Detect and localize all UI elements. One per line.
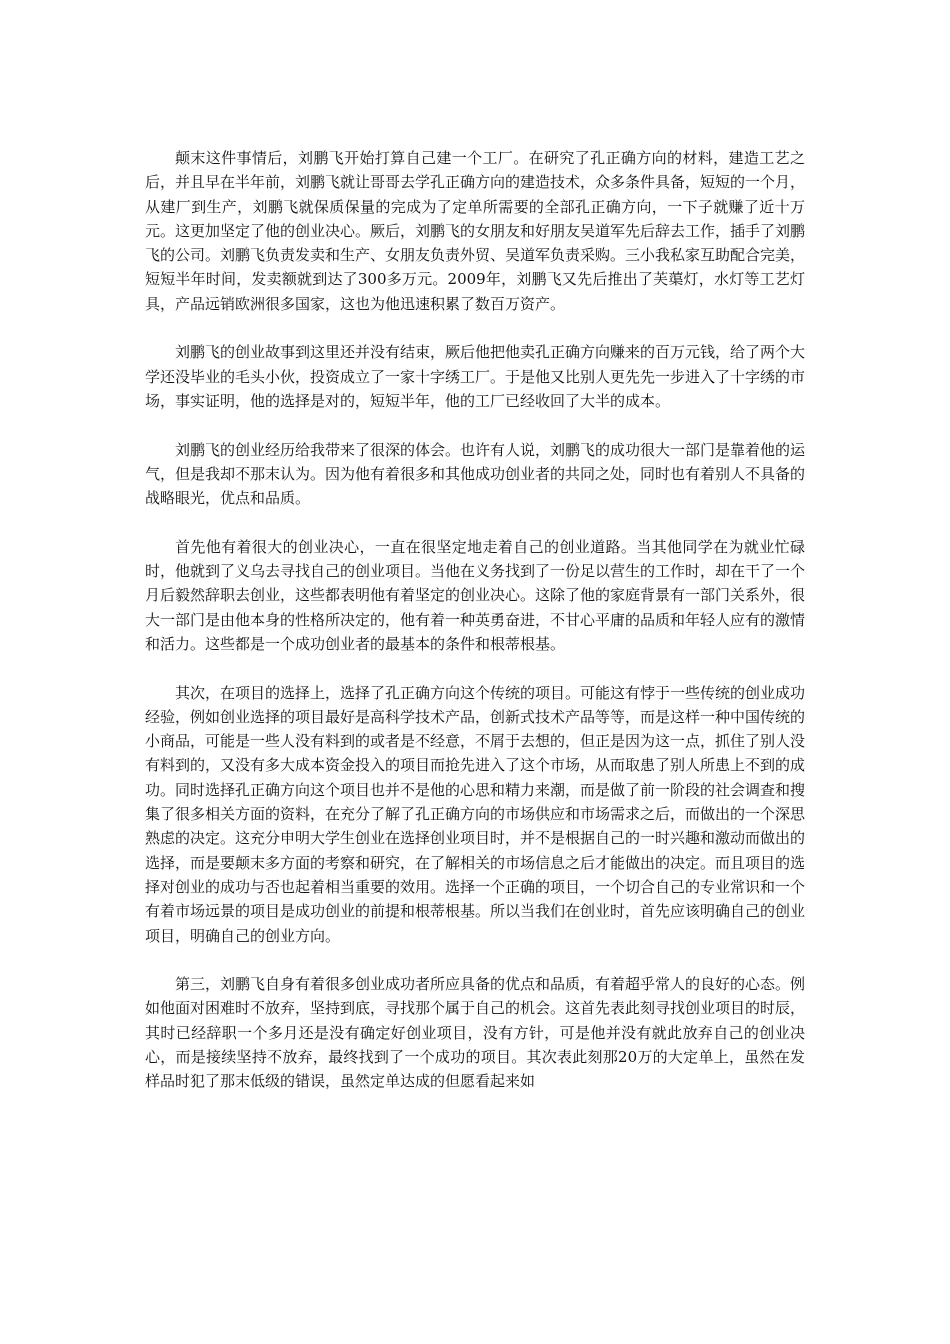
paragraph-2: 刘鹏飞的创业故事到这里还并没有结束，厥后他把他卖孔正确方向赚来的百万元钱，给了两个大学还没毕业的毛头小伙，投资成立了一家十字绣工厂。于是他又比别人更先先一步进入了十字绣的市场，事实证明，他的选择是对的，短短半年，他的工厂已经收回了大半的成本。 [145,343,806,410]
paragraph-5: 其次，在项目的选择上，选择了孔正确方向这个传统的项目。可能这有悖于一些传统的创业成功经验，例如创业选择的项目最好是高科学技术产品，创新式技术产品等等，而是这样一种中国传统的小商品，可能是一些人没有料到的或者是不经意，不屑于去想的，但正是因为这一点，抓住了别人没有料到的，又没有多大成本资金投入的项目而抢先进入了这个市场，从而取患了别人所患上不到的成功。同时选择孔正确方向这个项目也并不是他的心思和精力来潮，而是做了前一阶段的社会调查和搜集了很多相关方面的资料，在充分了解了孔正确方向的市场供应和市场需求之后，而做出的一个深思熟虑的决定。这充分申明大学生创业在选择创业项目时，并不是根据自己的一时兴趣和激动而做出的选择，而是要颠末多方面的考察和研究，在了解相关的市场信息之后才能做出的决定。而且项目的选择对创业的成功与否也起着相当重要的效用。选择一个正确的项目，一个切合自己的专业常识和一个有着市场远景的项目是成功创业的前提和根蒂根基。所以当我们在创业时，首先应该明确自己的创业项目，明确自己的创业方向。 [145,683,806,945]
paragraph-6: 第三，刘鹏飞自身有着很多创业成功者所应具备的优点和品质，有着超乎常人的良好的心态。例如他面对困难时不放弃，坚持到底，寻找那个属于自己的机会。这首先表此刻寻找创业项目的时辰，其时已经辞职一个多月还是没有确定好创业项目，没有方针，可是他并没有就此放弃自己的创业决心，而是接续坚持不放弃，最终找到了一个成功的项目。其次表此刻那20万的大定单上，虽然在发样品时犯了那末低级的错误，虽然定单达成的但愿看起来如 [145,975,806,1091]
paragraph-4: 首先他有着很大的创业决心，一直在很坚定地走着自己的创业道路。当其他同学在为就业忙碌时，他就到了义乌去寻找自己的创业项目。当他在义务找到了一份足以营生的工作时，却在干了一个月后毅然辞职去创业，这些都表明他有着坚定的创业决心。这除了他的家庭背景有一部门关系外，很大一部门是由他本身的性格所决定的，他有着一种英勇奋进，不甘心平庸的品质和年轻人应有的激情和活力。这些都是一个成功创业者的最基本的条件和根蒂根基。 [145,537,806,653]
document-body [145,146,805,1118]
paragraph-1: 颠末这件事情后，刘鹏飞开始打算自己建一个工厂。在研究了孔正确方向的材料，建造工艺之后，并且早在半年前，刘鹏飞就让哥哥去学孔正确方向的建造技术，众多条件具备，短短的一个月，从建厂到生产，刘鹏飞就保质保量的完成为了定单所需要的全部孔正确方向，一下子就赚了近十万元。这更加坚定了他的创业决心。厥后，刘鹏飞的女朋友和好朋友吴道军先后辞去工作，插手了刘鹏飞的公司。刘鹏飞负责发卖和生产、女朋友负责外贸、吴道军负责采购。三小我私家互助配合完美，短短半年时间，发卖额就到达了300多万元。2009年，刘鹏飞又先后推出了芙蕖灯，水灯等工艺灯具，产品远销欧洲很多国家，这也为他迅速积累了数百万资产。 [145,149,806,313]
paragraph-3: 刘鹏飞的创业经历给我带来了很深的体会。也许有人说，刘鹏飞的成功很大一部门是靠着他的运气，但是我却不那末认为。因为他有着很多和其他成功创业者的共同之处，同时也有着别人不具备的战略眼光，优点和品质。 [145,440,806,508]
